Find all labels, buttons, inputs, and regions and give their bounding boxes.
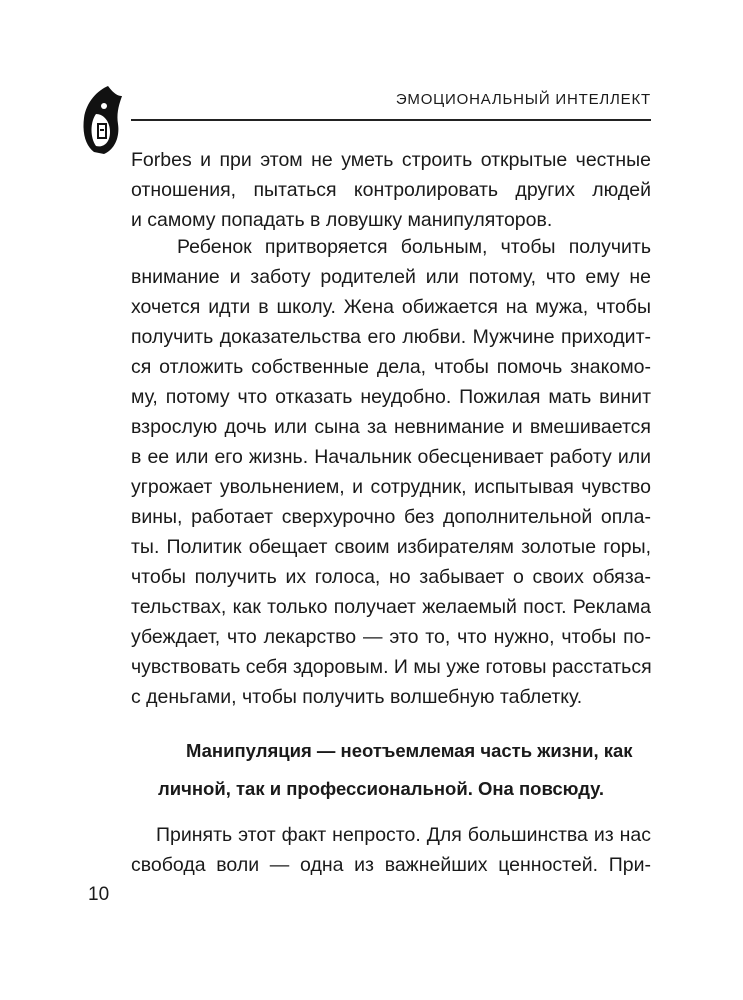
text-line: ся отложить собственные дела, чтобы помочь знакомо- <box>131 356 651 378</box>
quote-line: личной, так и профессиональной. Она повсюду. <box>158 778 604 799</box>
text-line: ты. Политик обещает своим избирателям золотые горы, <box>131 536 651 558</box>
text-line: угрожает увольнением, и сотрудник, испытывая чувство <box>131 476 651 498</box>
text-line: и самому попадать в ловушку манипуляторов. <box>131 209 553 231</box>
paragraph-3 <box>131 820 651 880</box>
running-title: ЭМОЦИОНАЛЬНЫЙ ИНТЕЛЛЕКТ <box>395 91 651 108</box>
text-line: хочется идти в школу. Жена обижается на мужа, чтобы <box>131 296 651 318</box>
text-line: взрослую дочь или сына за невнимание и вмешивается <box>131 416 651 438</box>
paragraph-2 <box>131 232 651 712</box>
highlight-quote <box>131 732 651 808</box>
quote-line: Манипуляция — неотъемлемая часть жизни, как <box>186 740 633 761</box>
header-divider <box>131 119 651 121</box>
text-line: му, потому что отказать неудобно. Пожилая мать винит <box>131 386 651 408</box>
text-line: внимание и заботу родителей или потому, что ему не <box>131 266 651 288</box>
text-line: получить доказательства его любви. Мужчине приходит- <box>131 326 651 348</box>
text-line: убеждает, что лекарство — это то, что нужно, чтобы по- <box>131 626 651 648</box>
penguin-logo-icon <box>78 84 124 156</box>
page-number: 10 <box>88 884 110 905</box>
text-line: в ее или его жизнь. Начальник обесценивает работу или <box>131 446 651 468</box>
paragraph-1 <box>131 145 651 235</box>
text-line: вины, работает сверхурочно без дополнительной опла- <box>131 506 651 528</box>
text-line: Forbes и при этом не уметь строить открытые честные <box>131 149 651 171</box>
text-line: свобода воли — одна из важнейших ценностей. При- <box>131 854 651 876</box>
text-line: отношения, пытаться контролировать других людей <box>131 179 651 201</box>
text-line: тельствах, как только получает желаемый пост. Реклама <box>131 596 651 618</box>
text-line: с деньгами, чтобы получить волшебную таблетку. <box>131 686 583 708</box>
text-line: чувствовать себя здоровым. И мы уже готовы расстаться <box>131 656 652 678</box>
text-line: Принять этот факт непросто. Для большинства из нас <box>156 824 651 846</box>
text-line: Ребенок притворяется больным, чтобы получить <box>177 236 651 258</box>
text-line: чтобы получить их голоса, но забывает о своих обяза- <box>131 566 651 588</box>
